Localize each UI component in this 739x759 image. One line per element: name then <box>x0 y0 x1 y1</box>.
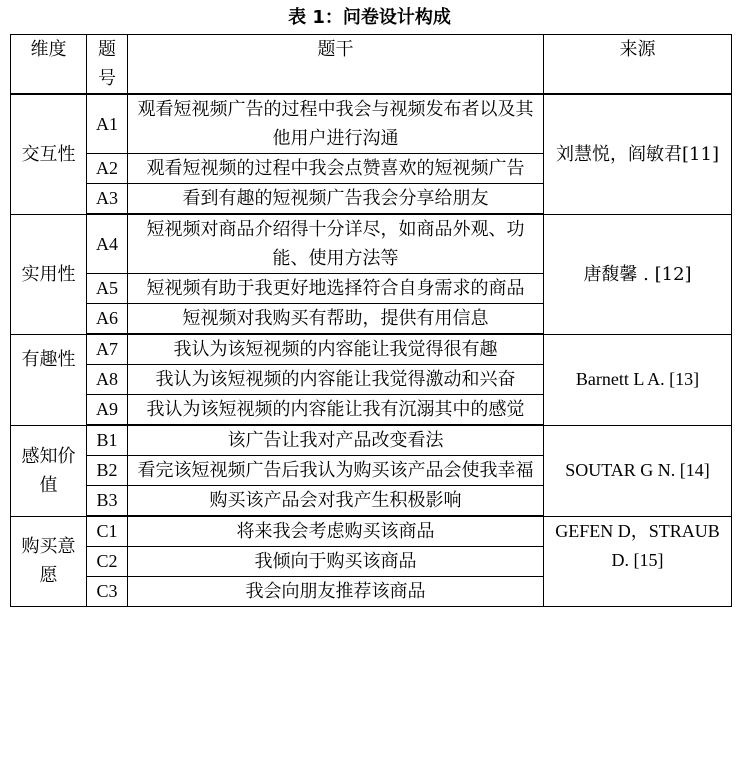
item-stem: 我倾向于购买该商品 <box>128 547 544 577</box>
item-stem: 观看短视频广告的过程中我会与视频发布者以及其他用户进行沟通 <box>128 94 544 154</box>
questionnaire-table <box>10 34 732 607</box>
table-row <box>11 425 732 456</box>
header-row <box>11 35 732 95</box>
dimension-cell: 有趣性 <box>11 334 87 425</box>
item-stem: 我认为该短视频的内容能让我觉得很有趣 <box>128 334 544 365</box>
source-cell: 刘慧悦，阎敏君[11] <box>544 94 732 214</box>
source-cell: Barnett L A. [13] <box>544 334 732 425</box>
header-number: 题号 <box>87 35 128 95</box>
table-row <box>11 94 732 154</box>
header-stem: 题干 <box>128 35 544 95</box>
item-stem: 观看短视频的过程中我会点赞喜欢的短视频广告 <box>128 154 544 184</box>
item-stem: 短视频对我购买有帮助，提供有用信息 <box>128 304 544 335</box>
item-number: B2 <box>87 456 128 486</box>
table-row <box>11 516 732 547</box>
item-stem: 购买该产品会对我产生积极影响 <box>128 486 544 517</box>
item-stem: 该广告让我对产品改变看法 <box>128 425 544 456</box>
item-stem: 看完该短视频广告后我认为购买该产品会使我幸福 <box>128 456 544 486</box>
source-cell: 唐馥馨 . [12] <box>544 214 732 334</box>
item-number: A1 <box>87 94 128 154</box>
item-stem: 看到有趣的短视频广告我会分享给朋友 <box>128 184 544 215</box>
item-number: B1 <box>87 425 128 456</box>
item-number: A7 <box>87 334 128 365</box>
source-cell: SOUTAR G N. [14] <box>544 425 732 516</box>
item-stem: 我会向朋友推荐该商品 <box>128 577 544 607</box>
item-number: A3 <box>87 184 128 215</box>
item-number: A8 <box>87 365 128 395</box>
table-caption: 表 1：问卷设计构成 <box>288 7 451 28</box>
item-number: A6 <box>87 304 128 335</box>
item-number: C2 <box>87 547 128 577</box>
header-dimension: 维度 <box>11 35 87 95</box>
item-number: A9 <box>87 395 128 426</box>
item-number: A5 <box>87 274 128 304</box>
item-stem: 我认为该短视频的内容能让我有沉溺其中的感觉 <box>128 395 544 426</box>
item-number: B3 <box>87 486 128 517</box>
table-row <box>11 334 732 365</box>
item-number: A4 <box>87 214 128 274</box>
dimension-cell: 实用性 <box>11 214 87 334</box>
item-stem: 短视频有助于我更好地选择符合自身需求的商品 <box>128 274 544 304</box>
dimension-cell: 感知价值 <box>11 425 87 516</box>
header-source: 来源 <box>544 35 732 95</box>
source-cell: GEFEN D，STRAUB D. [15] <box>544 516 732 607</box>
dimension-cell: 购买意愿 <box>11 516 87 607</box>
item-number: C3 <box>87 577 128 607</box>
item-stem: 我认为该短视频的内容能让我觉得激动和兴奋 <box>128 365 544 395</box>
item-stem: 将来我会考虑购买该商品 <box>128 516 544 547</box>
item-number: A2 <box>87 154 128 184</box>
table-row <box>11 214 732 274</box>
item-number: C1 <box>87 516 128 547</box>
item-stem: 短视频对商品介绍得十分详尽，如商品外观、功能、使用方法等 <box>128 214 544 274</box>
dimension-cell: 交互性 <box>11 94 87 214</box>
